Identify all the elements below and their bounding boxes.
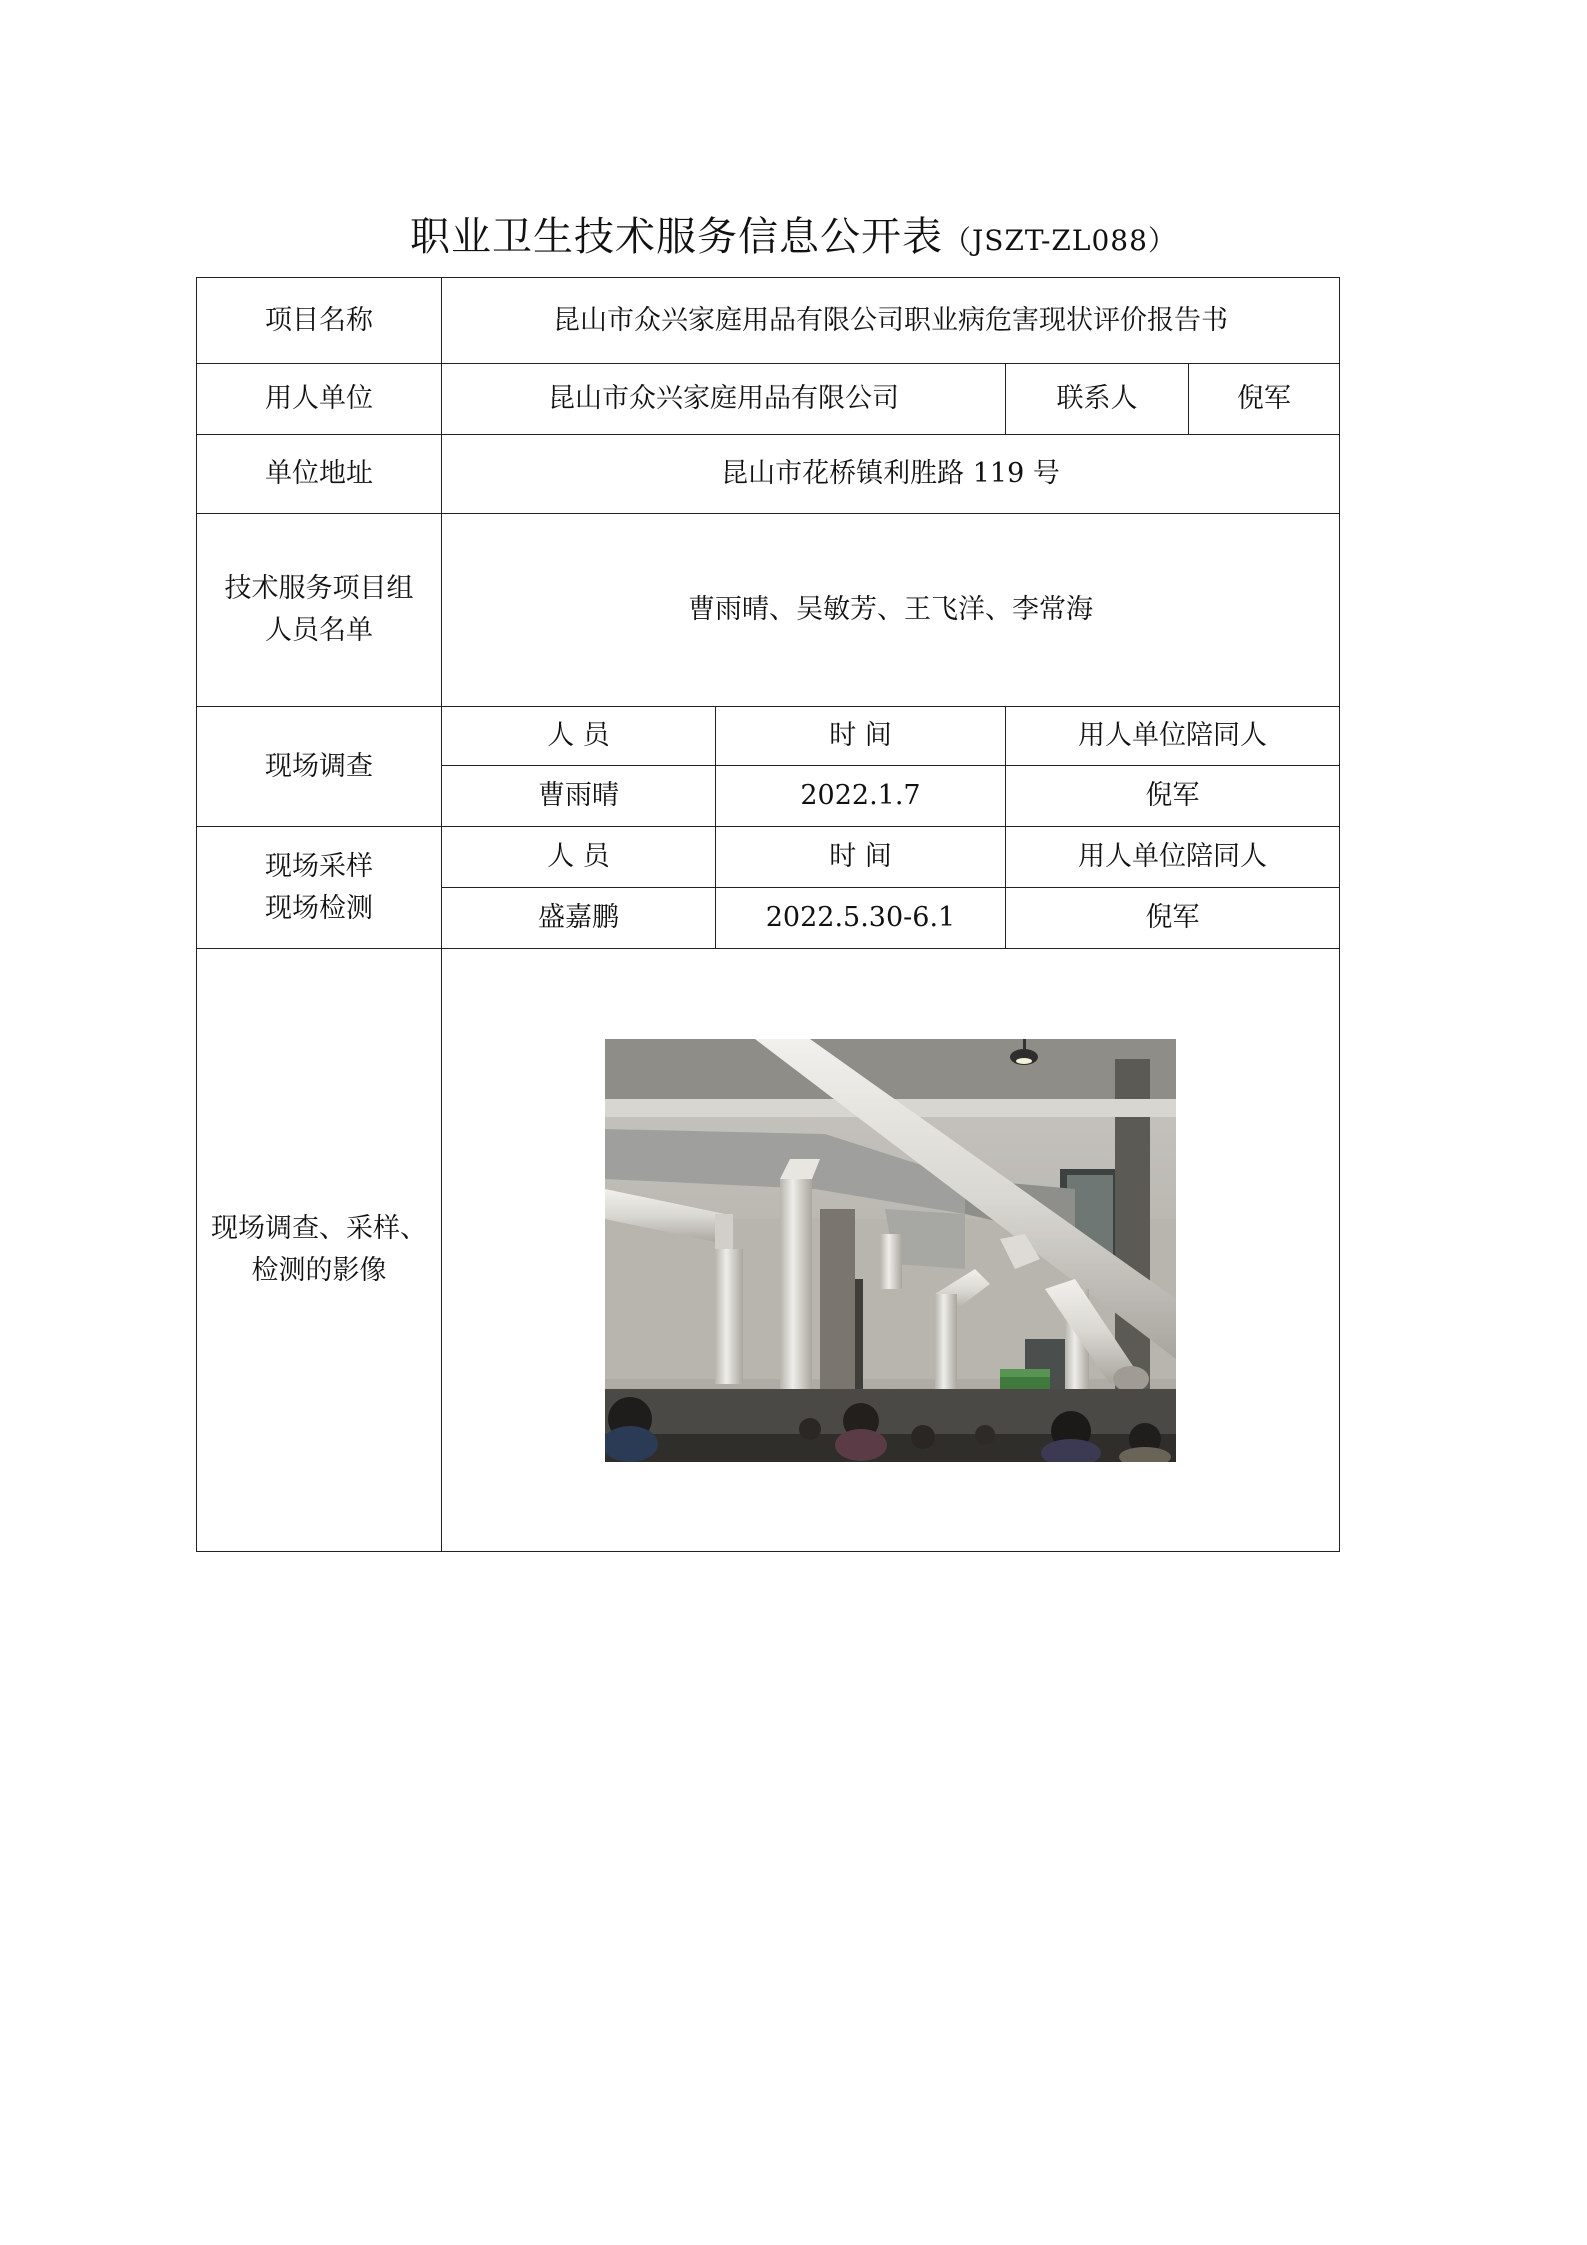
survey-header-time: 时 间 (716, 707, 1006, 766)
sampling-label-line1: 现场采样 (265, 850, 373, 882)
team-label-line2: 人员名单 (265, 615, 373, 646)
sampling-time: 2022.5.30-6.1 (716, 888, 1006, 949)
images-label-line2: 检测的影像 (251, 1255, 387, 1286)
images-cell (442, 949, 1340, 1552)
address-label: 单位地址 (197, 435, 442, 514)
row-employer (197, 364, 1340, 435)
sampling-label-line2: 现场检测 (265, 892, 373, 924)
employer-label: 用人单位 (197, 364, 442, 435)
survey-header-person: 人 员 (442, 707, 716, 766)
survey-time: 2022.1.7 (716, 766, 1006, 827)
sampling-header-person: 人 员 (442, 827, 716, 888)
row-images (197, 949, 1340, 1552)
row-address (197, 435, 1340, 514)
sampling-escort: 倪军 (1006, 888, 1340, 949)
images-label-line1: 现场调查、采样、 (211, 1213, 427, 1244)
row-survey-header (197, 707, 1340, 766)
images-label (197, 949, 442, 1552)
sampling-header-escort: 用人单位陪同人 (1006, 827, 1340, 888)
row-sampling-header (197, 827, 1340, 888)
sampling-header-time: 时 间 (716, 827, 1006, 888)
survey-escort: 倪军 (1006, 766, 1340, 827)
row-team (197, 514, 1340, 707)
team-label (197, 514, 442, 707)
title-main: 职业卫生技术服务信息公开表 (410, 214, 944, 260)
address-value: 昆山市花桥镇利胜路 119 号 (442, 435, 1340, 514)
team-value: 曹雨晴、吴敏芳、王飞洋、李常海 (442, 514, 1340, 707)
team-label-line1: 技术服务项目组 (224, 573, 414, 604)
site-photo (605, 1039, 1176, 1462)
site-sampling-label (197, 827, 442, 949)
page-title (0, 205, 1587, 262)
contact-label: 联系人 (1006, 364, 1189, 435)
contact-value: 倪军 (1189, 364, 1340, 435)
sampling-person: 盛嘉鹏 (442, 888, 716, 949)
project-name-value: 昆山市众兴家庭用品有限公司职业病危害现状评价报告书 (442, 278, 1340, 364)
title-code: （JSZT-ZL088） (943, 224, 1177, 257)
survey-person: 曹雨晴 (442, 766, 716, 827)
info-table (196, 277, 1340, 1552)
row-project-name (197, 278, 1340, 364)
survey-header-escort: 用人单位陪同人 (1006, 707, 1340, 766)
project-name-label: 项目名称 (197, 278, 442, 364)
employer-value: 昆山市众兴家庭用品有限公司 (442, 364, 1006, 435)
site-survey-label: 现场调查 (197, 707, 442, 827)
